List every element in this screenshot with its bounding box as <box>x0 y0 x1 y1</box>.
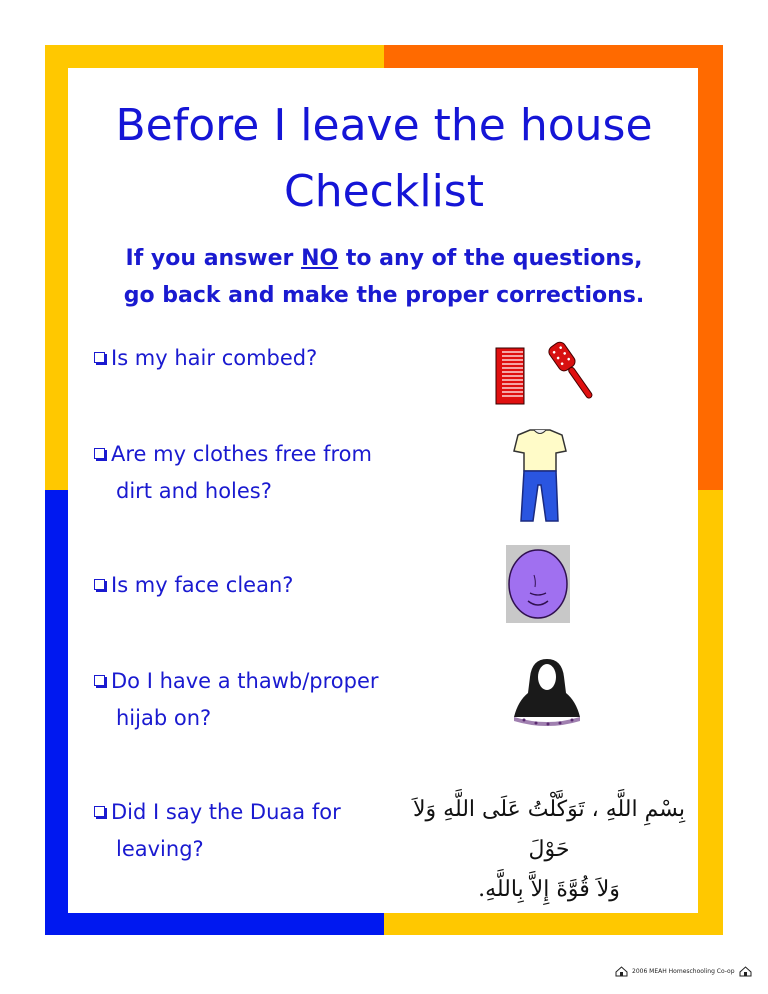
item-text: Is my hair combed? <box>111 346 318 370</box>
instructions-line1 <box>0 240 768 277</box>
instructions-emphasis: NO <box>301 246 339 271</box>
checklist-item-clothes <box>94 436 372 510</box>
item-text-continued: dirt and holes? <box>116 479 272 503</box>
checklist-item-duaa <box>94 794 341 868</box>
item-text-continued: hijab on? <box>116 706 212 730</box>
checklist-item-face <box>94 567 293 604</box>
item-text: Is my face clean? <box>111 573 294 597</box>
checkbox-icon[interactable] <box>94 806 105 817</box>
frame-bottom-right <box>384 913 723 935</box>
frame-left-bottom <box>45 490 68 935</box>
clothes-icon <box>508 425 572 525</box>
item-text-continued: leaving? <box>116 837 204 861</box>
item-text: Do I have a thawb/proper <box>111 669 379 693</box>
house-logo-icon <box>739 966 752 977</box>
footer <box>615 966 752 977</box>
checkbox-icon[interactable] <box>94 352 105 363</box>
checkbox-icon[interactable] <box>94 448 105 459</box>
checklist-item-hijab <box>94 663 379 737</box>
duaa-text <box>404 790 694 910</box>
checklist-item-hair <box>94 340 317 377</box>
page-title-line1: Before I leave the house <box>115 100 653 151</box>
duaa-line1: بِسْمِ اللَّهِ ، تَوَكَّلْتُ عَلَى اللَّهِ وَلاَ حَوْلَ <box>412 797 685 862</box>
footer-text: 2006 MEAH Homeschooling Co-op <box>632 968 735 975</box>
duaa-line2: وَلاَ قُوَّةَ إِلاَّ بِاللَّهِ. <box>478 877 620 902</box>
frame-top-right <box>384 45 723 68</box>
face-icon <box>506 545 570 623</box>
checkbox-icon[interactable] <box>94 675 105 686</box>
instructions-text: If you answer <box>125 246 302 271</box>
frame-right-bottom <box>698 490 723 935</box>
page-title-line2: Checklist <box>284 166 484 217</box>
house-logo-icon <box>615 966 628 977</box>
item-text: Are my clothes free from <box>111 442 372 466</box>
instructions-text: to any of the questions, <box>338 246 643 271</box>
comb-and-brush-icon <box>490 338 600 410</box>
hijab-icon <box>510 655 584 727</box>
instructions-line2: go back and make the proper corrections. <box>123 283 645 308</box>
frame-bottom-left <box>45 913 384 935</box>
frame-top-left <box>45 45 384 68</box>
checkbox-icon[interactable] <box>94 579 105 590</box>
item-text: Did I say the Duaa for <box>111 800 341 824</box>
